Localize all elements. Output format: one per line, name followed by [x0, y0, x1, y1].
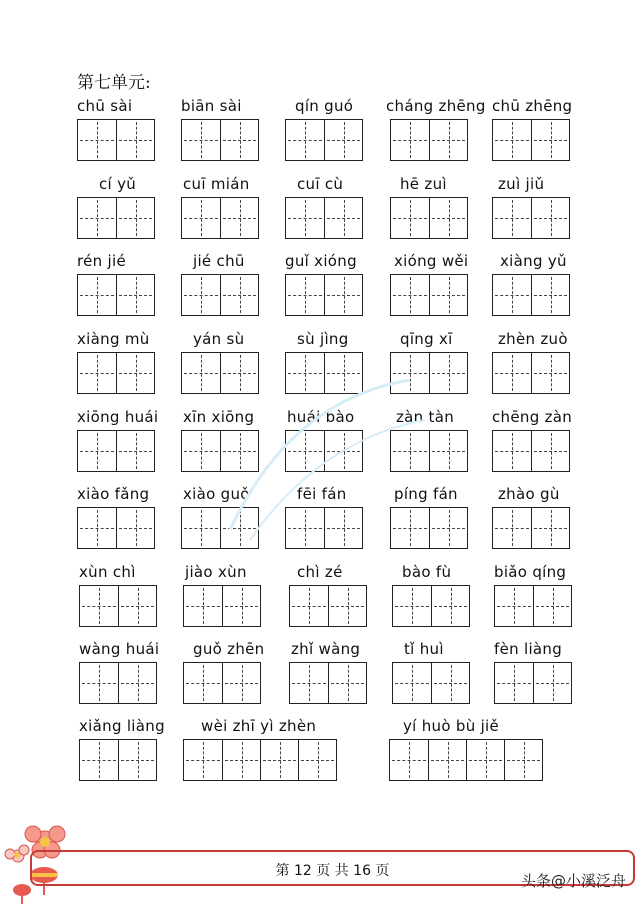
- pinyin-label: chū zhēng: [492, 97, 573, 115]
- writing-cell[interactable]: [429, 120, 467, 160]
- writing-cell[interactable]: [328, 586, 366, 626]
- writing-cell[interactable]: [391, 353, 429, 393]
- writing-cell[interactable]: [222, 663, 260, 703]
- pinyin-label: xiào fǎng: [77, 485, 150, 503]
- writing-cell[interactable]: [429, 198, 467, 238]
- pinyin-label: zhǐ wàng: [291, 640, 361, 658]
- writing-cell[interactable]: [324, 198, 362, 238]
- tianzige-boxes: [77, 274, 155, 316]
- pinyin-label: xiōng huái: [77, 408, 159, 426]
- pinyin-label: jié chū: [193, 252, 245, 270]
- writing-cell[interactable]: [531, 508, 569, 548]
- writing-cell[interactable]: [391, 198, 429, 238]
- writing-cell[interactable]: [493, 120, 531, 160]
- writing-cell[interactable]: [78, 353, 116, 393]
- writing-cell[interactable]: [324, 120, 362, 160]
- writing-cell[interactable]: [324, 353, 362, 393]
- pinyin-label: guǐ xióng: [285, 252, 357, 270]
- tianzige-boxes: [77, 352, 155, 394]
- writing-cell[interactable]: [391, 508, 429, 548]
- pinyin-label: xiào guǒ: [183, 485, 250, 503]
- tianzige-boxes: [492, 119, 570, 161]
- writing-cell[interactable]: [391, 120, 429, 160]
- writing-cell[interactable]: [220, 198, 258, 238]
- pinyin-label: zuì jiǔ: [498, 175, 545, 193]
- writing-cell[interactable]: [182, 508, 220, 548]
- writing-cell[interactable]: [531, 120, 569, 160]
- pinyin-label: xùn chì: [79, 563, 136, 581]
- pinyin-label: jiào xùn: [185, 563, 247, 581]
- unit-title: 第七单元:: [77, 73, 151, 93]
- tianzige-boxes: [79, 662, 157, 704]
- writing-cell[interactable]: [78, 508, 116, 548]
- writing-cell[interactable]: [493, 431, 531, 471]
- writing-cell[interactable]: [391, 431, 429, 471]
- writing-cell[interactable]: [290, 663, 328, 703]
- tianzige-boxes: [77, 430, 155, 472]
- pinyin-label: huái bào: [287, 408, 355, 426]
- tianzige-boxes: [285, 507, 363, 549]
- writing-cell[interactable]: [182, 120, 220, 160]
- writing-cell[interactable]: [533, 663, 571, 703]
- pinyin-label: zhèn zuò: [498, 330, 568, 348]
- writing-cell[interactable]: [118, 586, 156, 626]
- page-number: 第 12 页 共 16 页: [275, 863, 390, 879]
- writing-cell[interactable]: [298, 740, 336, 780]
- tianzige-boxes: [494, 662, 572, 704]
- tianzige-boxes: [285, 430, 363, 472]
- tianzige-boxes: [390, 197, 468, 239]
- writing-cell[interactable]: [429, 508, 467, 548]
- writing-cell[interactable]: [324, 508, 362, 548]
- tianzige-boxes: [389, 739, 543, 781]
- pinyin-label: zàn tàn: [396, 408, 455, 426]
- pinyin-label: cuī mián: [183, 175, 250, 193]
- writing-cell[interactable]: [495, 663, 533, 703]
- pinyin-label: guǒ zhēn: [193, 640, 265, 658]
- pinyin-label: chēng zàn: [492, 408, 573, 426]
- pinyin-label: xīn xiōng: [183, 408, 255, 426]
- writing-cell[interactable]: [222, 586, 260, 626]
- writing-cell[interactable]: [429, 431, 467, 471]
- writing-cell[interactable]: [429, 353, 467, 393]
- tianzige-boxes: [392, 662, 470, 704]
- writing-cell[interactable]: [493, 353, 531, 393]
- pinyin-label: xiàng yǔ: [500, 252, 567, 270]
- tianzige-boxes: [181, 507, 259, 549]
- tianzige-boxes: [285, 197, 363, 239]
- writing-cell[interactable]: [286, 508, 324, 548]
- writing-cell[interactable]: [220, 120, 258, 160]
- pinyin-label: píng fán: [394, 485, 458, 503]
- writing-cell[interactable]: [182, 353, 220, 393]
- writing-cell[interactable]: [324, 275, 362, 315]
- writing-cell[interactable]: [116, 275, 154, 315]
- tianzige-boxes: [285, 352, 363, 394]
- pinyin-label: hē zuì: [400, 175, 447, 193]
- writing-cell[interactable]: [429, 275, 467, 315]
- writing-cell[interactable]: [118, 740, 156, 780]
- writing-cell[interactable]: [182, 275, 220, 315]
- writing-cell[interactable]: [220, 353, 258, 393]
- pinyin-label: bào fù: [402, 563, 452, 581]
- tianzige-boxes: [492, 274, 570, 316]
- tianzige-boxes: [285, 119, 363, 161]
- tianzige-boxes: [79, 585, 157, 627]
- writing-cell[interactable]: [391, 275, 429, 315]
- pinyin-label: yí huò bù jiě: [403, 717, 500, 735]
- writing-cell[interactable]: [116, 120, 154, 160]
- writing-cell[interactable]: [220, 275, 258, 315]
- writing-cell[interactable]: [431, 663, 469, 703]
- writing-cell[interactable]: [495, 586, 533, 626]
- writing-cell[interactable]: [182, 198, 220, 238]
- pinyin-label: cuī cù: [297, 175, 344, 193]
- writing-cell[interactable]: [220, 431, 258, 471]
- writing-cell[interactable]: [428, 740, 466, 780]
- writing-cell[interactable]: [80, 740, 118, 780]
- tianzige-boxes: [390, 274, 468, 316]
- writing-cell[interactable]: [531, 275, 569, 315]
- writing-cell[interactable]: [78, 198, 116, 238]
- pinyin-label: yán sù: [193, 330, 245, 348]
- tianzige-boxes: [285, 274, 363, 316]
- writing-cell[interactable]: [531, 431, 569, 471]
- pinyin-label: qīng xī: [400, 330, 453, 348]
- tianzige-boxes: [181, 119, 259, 161]
- writing-cell[interactable]: [184, 663, 222, 703]
- writing-cell[interactable]: [286, 198, 324, 238]
- pinyin-label: fēi fán: [297, 485, 347, 503]
- tianzige-boxes: [181, 430, 259, 472]
- writing-cell[interactable]: [78, 275, 116, 315]
- tianzige-boxes: [390, 352, 468, 394]
- writing-cell[interactable]: [116, 353, 154, 393]
- tianzige-boxes: [289, 585, 367, 627]
- writing-cell[interactable]: [260, 740, 298, 780]
- writing-cell[interactable]: [116, 431, 154, 471]
- tianzige-boxes: [390, 507, 468, 549]
- writing-cell[interactable]: [222, 740, 260, 780]
- writing-cell[interactable]: [466, 740, 504, 780]
- writing-cell[interactable]: [80, 586, 118, 626]
- writing-cell[interactable]: [533, 586, 571, 626]
- pinyin-label: sù jìng: [297, 330, 349, 348]
- tianzige-boxes: [392, 585, 470, 627]
- writing-cell[interactable]: [286, 431, 324, 471]
- pinyin-label: wèi zhī yì zhèn: [201, 717, 317, 735]
- writing-cell[interactable]: [286, 120, 324, 160]
- pinyin-label: zhào gù: [498, 485, 560, 503]
- pinyin-label: xióng wěi: [394, 252, 469, 270]
- writing-cell[interactable]: [78, 431, 116, 471]
- tianzige-boxes: [492, 352, 570, 394]
- writing-cell[interactable]: [324, 431, 362, 471]
- pinyin-label: biǎo qíng: [494, 563, 567, 581]
- pinyin-label: chì zé: [297, 563, 343, 581]
- writing-cell[interactable]: [393, 663, 431, 703]
- writing-cell[interactable]: [184, 740, 222, 780]
- tianzige-boxes: [77, 507, 155, 549]
- tianzige-boxes: [492, 507, 570, 549]
- writing-cell[interactable]: [493, 198, 531, 238]
- tianzige-boxes: [289, 662, 367, 704]
- tianzige-boxes: [79, 739, 157, 781]
- pinyin-label: xiǎng liàng: [79, 717, 165, 735]
- writing-cell[interactable]: [493, 275, 531, 315]
- writing-cell[interactable]: [531, 198, 569, 238]
- pinyin-label: chū sài: [77, 97, 133, 115]
- pinyin-label: tǐ huì: [404, 640, 444, 658]
- tianzige-boxes: [390, 119, 468, 161]
- tianzige-boxes: [492, 430, 570, 472]
- pinyin-label: fèn liàng: [494, 640, 563, 658]
- writing-cell[interactable]: [80, 663, 118, 703]
- writing-cell[interactable]: [504, 740, 542, 780]
- tianzige-boxes: [390, 430, 468, 472]
- writing-cell[interactable]: [184, 586, 222, 626]
- brand-watermark: 头条@小溪泛舟: [520, 872, 626, 890]
- pinyin-label: biān sài: [181, 97, 242, 115]
- pinyin-label: xiàng mù: [77, 330, 150, 348]
- tianzige-boxes: [77, 119, 155, 161]
- writing-cell[interactable]: [328, 663, 366, 703]
- pinyin-label: qín guó: [295, 97, 354, 115]
- tianzige-boxes: [181, 352, 259, 394]
- pinyin-label: rén jié: [77, 252, 127, 270]
- writing-cell[interactable]: [286, 353, 324, 393]
- writing-cell[interactable]: [393, 586, 431, 626]
- writing-cell[interactable]: [116, 508, 154, 548]
- pinyin-label: cháng zhēng: [386, 97, 486, 115]
- pinyin-label: wàng huái: [79, 640, 160, 658]
- tianzige-boxes: [181, 274, 259, 316]
- writing-cell[interactable]: [118, 663, 156, 703]
- writing-cell[interactable]: [220, 508, 258, 548]
- tianzige-boxes: [183, 662, 261, 704]
- writing-cell[interactable]: [286, 275, 324, 315]
- writing-cell[interactable]: [431, 586, 469, 626]
- tianzige-boxes: [183, 739, 337, 781]
- tianzige-boxes: [492, 197, 570, 239]
- tianzige-boxes: [183, 585, 261, 627]
- writing-cell[interactable]: [531, 353, 569, 393]
- writing-cell[interactable]: [493, 508, 531, 548]
- tianzige-boxes: [77, 197, 155, 239]
- tianzige-boxes: [181, 197, 259, 239]
- writing-cell[interactable]: [390, 740, 428, 780]
- writing-cell[interactable]: [78, 120, 116, 160]
- pinyin-label: cí yǔ: [99, 175, 137, 193]
- tianzige-boxes: [494, 585, 572, 627]
- writing-cell[interactable]: [290, 586, 328, 626]
- writing-cell[interactable]: [182, 431, 220, 471]
- writing-cell[interactable]: [116, 198, 154, 238]
